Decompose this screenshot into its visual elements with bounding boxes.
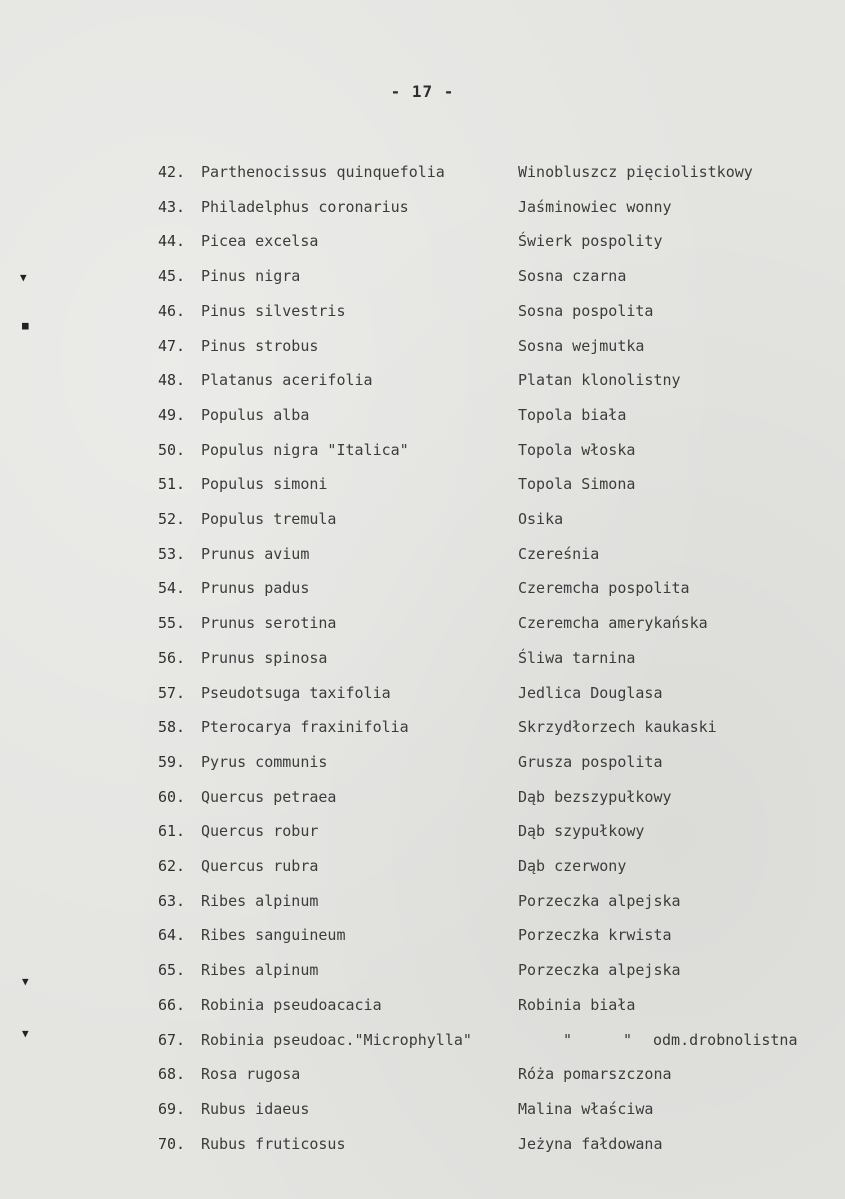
list-item <box>0 750 845 774</box>
polish-name: Sosna pospolita <box>518 301 654 320</box>
list-item <box>0 542 845 566</box>
entry-number: 57. <box>158 683 186 702</box>
latin-name: Pinus silvestris <box>201 301 346 320</box>
latin-name: Picea excelsa <box>201 232 319 251</box>
latin-name: Platanus acerifolia <box>201 371 373 390</box>
latin-name: Philadelphus coronarius <box>201 197 409 216</box>
polish-name: Sosna czarna <box>518 267 627 286</box>
latin-name: Parthenocissus quinquefolia <box>201 163 445 181</box>
entry-number: 44. <box>158 232 186 251</box>
polish-name: Dąb szypułkowy <box>518 822 645 841</box>
entry-number: 55. <box>158 614 186 633</box>
latin-name: Pterocarya fraxinifolia <box>201 718 409 737</box>
polish-name-variant: odm.drobnolistna <box>653 1030 798 1049</box>
latin-name: Ribes sanguineum <box>201 926 346 945</box>
latin-name: Populus tremula <box>201 510 337 528</box>
polish-name: Osika <box>518 510 564 528</box>
polish-name: Jeżyna fałdowana <box>518 1134 663 1153</box>
entry-number: 63. <box>158 891 186 910</box>
polish-name: Dąb czerwony <box>518 857 627 875</box>
entry-number: 64. <box>158 926 186 945</box>
entry-number: 50. <box>158 440 186 459</box>
entry-number: 53. <box>158 544 186 563</box>
margin-mark: ▼ <box>22 975 29 988</box>
list-item <box>0 229 845 253</box>
latin-name: Rosa rugosa <box>201 1065 301 1084</box>
polish-name: Jedlica Douglasa <box>518 683 663 702</box>
margin-mark: ▼ <box>20 271 27 284</box>
polish-name: Robinia biała <box>518 995 636 1014</box>
polish-name: Topola włoska <box>518 440 636 459</box>
list-item <box>0 195 845 219</box>
latin-name: Robinia pseudoacacia <box>201 995 382 1014</box>
list-item <box>0 368 845 392</box>
polish-name: Czereśnia <box>518 544 600 563</box>
entry-number: 51. <box>158 475 186 494</box>
latin-name: Prunus padus <box>201 579 310 598</box>
list-item <box>0 1028 845 1052</box>
entry-number: 60. <box>158 787 186 806</box>
latin-name: Pinus nigra <box>201 267 301 286</box>
entry-number: 46. <box>158 301 186 320</box>
entry-number: 66. <box>158 995 186 1014</box>
latin-name: Populus nigra "Italica" <box>201 440 409 459</box>
list-item <box>0 299 845 323</box>
polish-name: Porzeczka alpejska <box>518 961 681 980</box>
entry-number: 68. <box>158 1065 186 1084</box>
list-item <box>0 993 845 1017</box>
polish-name: Sosna wejmutka <box>518 336 645 355</box>
latin-name: Prunus spinosa <box>201 648 328 667</box>
list-item <box>0 611 845 635</box>
list-item <box>0 1132 845 1156</box>
entry-number: 52. <box>158 510 186 528</box>
polish-name: Śliwa tarnina <box>518 648 636 667</box>
polish-name: Czeremcha amerykańska <box>518 614 708 633</box>
entry-number: 70. <box>158 1134 186 1153</box>
entry-number: 54. <box>158 579 186 598</box>
ditto-mark: " <box>623 1030 633 1049</box>
entry-number: 58. <box>158 718 186 737</box>
page-number: - 17 - <box>390 82 455 101</box>
entry-number: 47. <box>158 336 186 355</box>
ditto-mark: " <box>563 1030 573 1049</box>
list-item <box>0 264 845 288</box>
list-item <box>0 1062 845 1086</box>
polish-name: Platan klonolistny <box>518 371 681 390</box>
latin-name: Ribes alpinum <box>201 891 319 910</box>
polish-name: Skrzydłorzech kaukaski <box>518 718 717 737</box>
list-item <box>0 438 845 462</box>
list-item <box>0 715 845 739</box>
list-item <box>0 1097 845 1121</box>
list-item <box>0 681 845 705</box>
latin-name: Quercus rubra <box>201 857 319 875</box>
entry-number: 42. <box>158 163 186 181</box>
polish-name: Malina właściwa <box>518 1099 654 1118</box>
entry-number: 43. <box>158 197 186 216</box>
polish-name: Świerk pospolity <box>518 232 663 251</box>
latin-name: Populus alba <box>201 405 310 424</box>
entry-number: 67. <box>158 1030 186 1049</box>
list-item <box>0 819 845 843</box>
polish-name: Grusza pospolita <box>518 752 663 771</box>
list-item <box>0 854 845 878</box>
list-item <box>0 403 845 427</box>
polish-name: Dąb bezszypułkowy <box>518 787 672 806</box>
entry-number: 56. <box>158 648 186 667</box>
list-item <box>0 923 845 947</box>
list-item <box>0 334 845 358</box>
entry-number: 61. <box>158 822 186 841</box>
list-item <box>0 889 845 913</box>
polish-name: Czeremcha pospolita <box>518 579 690 598</box>
entry-number: 45. <box>158 267 186 286</box>
entry-number: 62. <box>158 857 186 875</box>
polish-name: Topola Simona <box>518 475 636 494</box>
list-item <box>0 472 845 496</box>
margin-mark: ■ <box>22 319 29 332</box>
entry-number: 49. <box>158 405 186 424</box>
list-item <box>0 646 845 670</box>
polish-name: Topola biała <box>518 405 627 424</box>
list-item <box>0 507 845 531</box>
latin-name: Pyrus communis <box>201 752 328 771</box>
entry-number: 48. <box>158 371 186 390</box>
entry-number: 59. <box>158 752 186 771</box>
entry-number: 65. <box>158 961 186 980</box>
latin-name: Robinia pseudoac."Microphylla" <box>201 1030 472 1049</box>
list-item <box>0 576 845 600</box>
latin-name: Populus simoni <box>201 475 328 494</box>
margin-mark: ▼ <box>22 1027 29 1040</box>
polish-name: Winobluszcz pięciolistkowy <box>518 163 753 181</box>
latin-name: Quercus petraea <box>201 787 337 806</box>
polish-name: Róża pomarszczona <box>518 1065 672 1084</box>
latin-name: Pseudotsuga taxifolia <box>201 683 391 702</box>
latin-name: Rubus idaeus <box>201 1099 310 1118</box>
list-item <box>0 160 845 184</box>
latin-name: Quercus robur <box>201 822 319 841</box>
polish-name: Jaśminowiec wonny <box>518 197 672 216</box>
latin-name: Prunus serotina <box>201 614 337 633</box>
latin-name: Ribes alpinum <box>201 961 319 980</box>
latin-name: Prunus avium <box>201 544 310 563</box>
polish-name: Porzeczka alpejska <box>518 891 681 910</box>
latin-name: Rubus fruticosus <box>201 1134 346 1153</box>
list-item <box>0 958 845 982</box>
polish-name: Porzeczka krwista <box>518 926 672 945</box>
entry-number: 69. <box>158 1099 186 1118</box>
list-item <box>0 785 845 809</box>
latin-name: Pinus strobus <box>201 336 319 355</box>
